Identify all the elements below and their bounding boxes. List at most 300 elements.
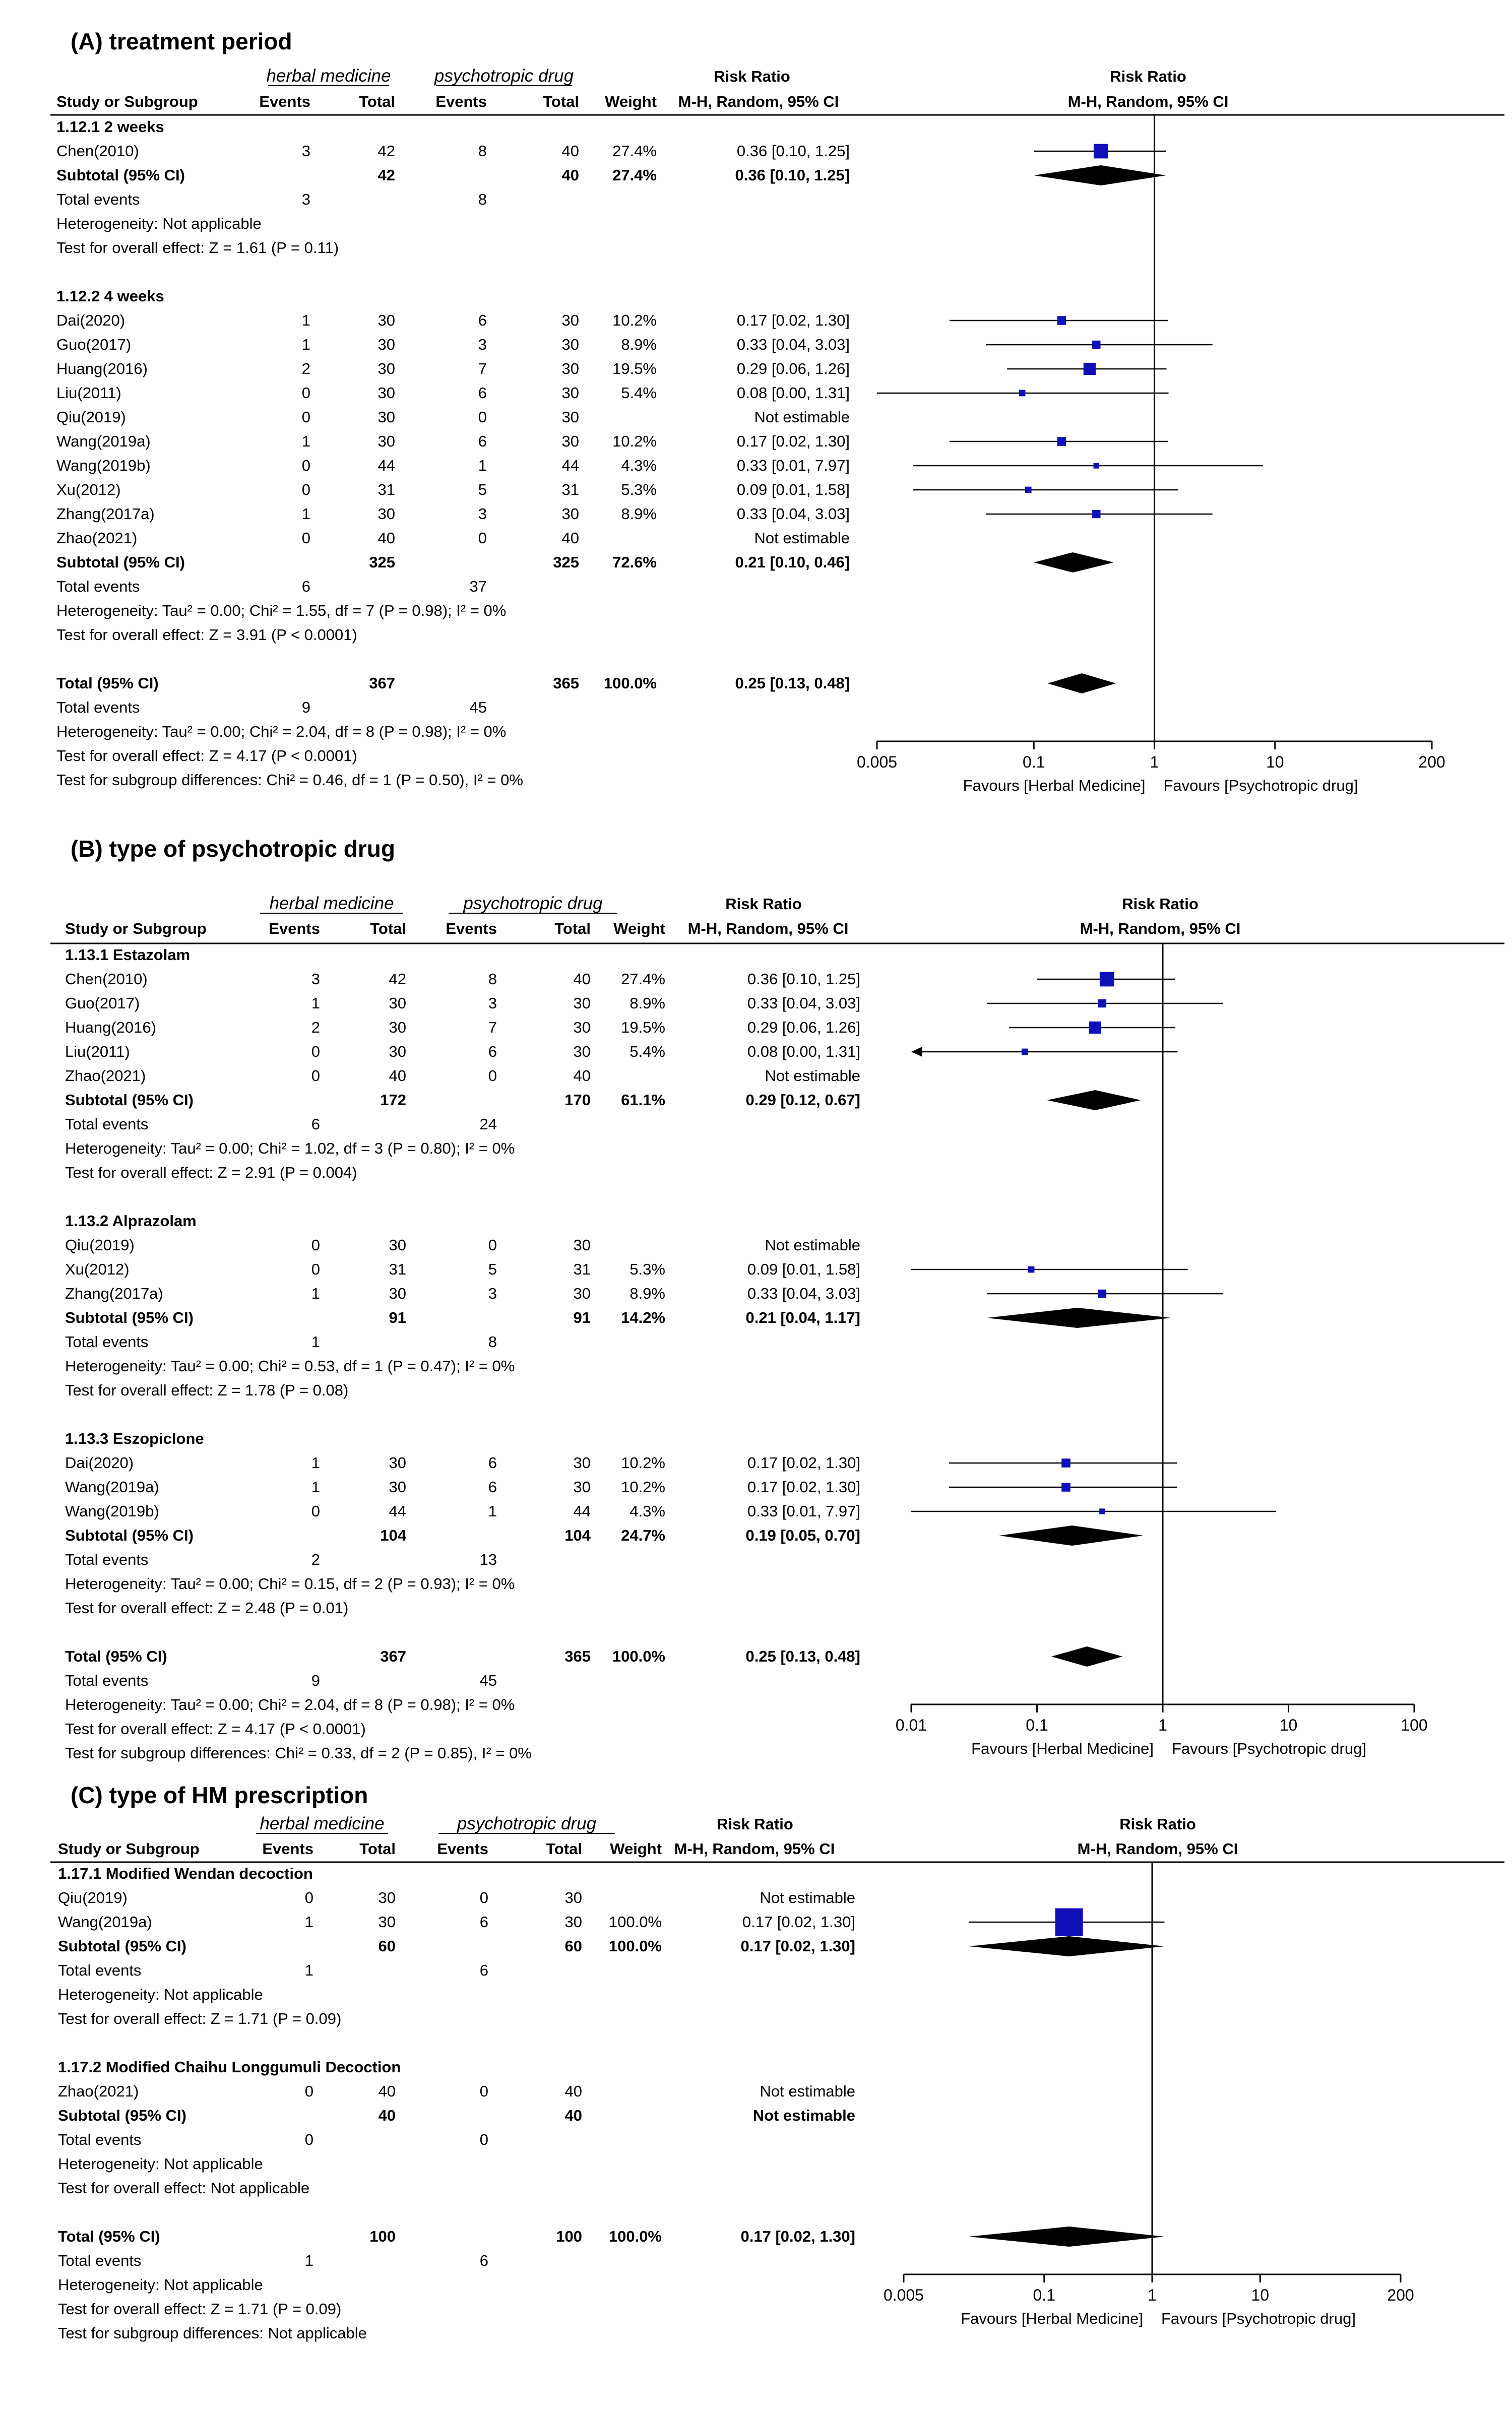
subtotal-total1: 104	[380, 1527, 406, 1544]
stat-text: Heterogeneity: Not applicable	[56, 215, 262, 232]
stat-text: Test for overall effect: Z = 1.71 (P = 0.09)	[58, 2300, 342, 2318]
study-name: Qiu(2019)	[65, 1236, 135, 1254]
stat-text: Test for subgroup differences: Chi² = 0.33, df = 2 (P = 0.85), I² = 0%	[65, 1744, 532, 1762]
x-tick-label: 100	[1401, 1716, 1428, 1734]
favours-left-label: Favours [Herbal Medicine]	[961, 2310, 1143, 2327]
total1-value: 44	[389, 1502, 406, 1520]
study-name: Wang(2019b)	[56, 457, 151, 474]
total-events2: 45	[479, 1672, 497, 1689]
subtotal-weight: 100.0%	[603, 674, 657, 692]
rr-ci-value: 0.08 [0.00, 1.31]	[747, 1043, 860, 1060]
subtotal-total1: 172	[380, 1091, 406, 1109]
rr-ci-value: 0.36 [0.10, 1.25]	[736, 142, 850, 160]
subtotal-total2: 365	[564, 1647, 591, 1665]
study-name: Wang(2019b)	[65, 1502, 159, 1520]
subtotal-weight: 61.1%	[621, 1091, 665, 1109]
total-events1: 1	[304, 1961, 313, 1979]
stat-text: Test for overall effect: Z = 1.78 (P = 0.08)	[65, 1381, 349, 1399]
events2-value: 1	[478, 457, 487, 474]
events2-value: 3	[478, 505, 487, 523]
events2-value: 0	[478, 529, 487, 547]
events2-value: 8	[488, 970, 497, 988]
subtotal-weight: 24.7%	[621, 1527, 665, 1544]
events1-header: Events	[259, 93, 310, 110]
events1-value: 0	[304, 1889, 313, 1906]
weight-value: 10.2%	[621, 1454, 665, 1472]
weight-header: Weight	[610, 1840, 662, 1858]
total-events2: 8	[488, 1333, 497, 1351]
total-events-label: Total events	[65, 1115, 149, 1133]
subtotal-total2: 365	[553, 674, 579, 692]
events2-value: 5	[488, 1260, 497, 1278]
total-events1: 6	[301, 578, 310, 595]
plot-column-title: Risk Ratio	[1119, 1815, 1196, 1833]
rr-ci-value: 0.29 [0.06, 1.26]	[736, 360, 850, 377]
study-square	[1098, 999, 1106, 1007]
stat-text: Heterogeneity: Tau² = 0.00; Chi² = 1.02, df = 3 (P = 0.80); I² = 0%	[65, 1139, 515, 1157]
study-square	[1028, 1266, 1035, 1273]
subgroup-header: 1.17.2 Modified Chaihu Longgumuli Decoction	[58, 2058, 401, 2076]
total2-value: 30	[561, 432, 579, 450]
stat-text: Test for overall effect: Z = 1.61 (P = 0.11)	[56, 239, 339, 257]
total-events2: 24	[479, 1115, 497, 1133]
stat-text: Heterogeneity: Not applicable	[58, 2155, 263, 2173]
rr-method-header: M-H, Random, 95% CI	[687, 920, 849, 937]
total2-value: 44	[573, 1502, 591, 1520]
total1-value: 42	[377, 142, 395, 160]
total2-value: 30	[561, 311, 579, 329]
total-events1: 3	[301, 190, 310, 208]
study-name: Guo(2017)	[56, 336, 132, 353]
events2-value: 0	[479, 1889, 488, 1906]
events2-value: 7	[478, 360, 487, 377]
subtotal-name: Subtotal (95% CI)	[56, 166, 185, 184]
subtotal-weight: 14.2%	[621, 1309, 665, 1326]
study-name: Chen(2010)	[56, 142, 139, 160]
total1-header: Total	[370, 920, 406, 937]
rr-ci-value: Not estimable	[754, 529, 850, 547]
subtotal-rr-ci: 0.17 [0.02, 1.30]	[740, 2228, 855, 2245]
subtotal-total1: 367	[369, 674, 395, 692]
x-tick-label: 10	[1279, 1716, 1298, 1734]
study-name: Wang(2019a)	[56, 432, 151, 450]
weight-header: Weight	[613, 920, 665, 937]
weight-value: 5.4%	[621, 384, 657, 402]
events2-value: 1	[488, 1502, 497, 1520]
total2-value: 30	[573, 1454, 591, 1472]
total2-value: 31	[561, 481, 579, 498]
weight-value: 4.3%	[621, 457, 657, 474]
weight-value: 5.3%	[621, 481, 657, 498]
subtotal-weight: 72.6%	[612, 553, 657, 571]
study-square	[1099, 1508, 1105, 1514]
total1-value: 42	[389, 970, 406, 988]
pooled-diamond	[1048, 673, 1116, 693]
events2-value: 7	[488, 1019, 497, 1036]
rr-column-title: Risk Ratio	[714, 68, 790, 85]
total2-value: 30	[561, 336, 579, 353]
total1-value: 30	[377, 505, 395, 523]
subtotal-total1: 42	[377, 166, 395, 184]
subtotal-total1: 367	[380, 1647, 406, 1665]
weight-value: 19.5%	[621, 1019, 665, 1036]
events1-value: 1	[301, 432, 310, 450]
total1-value: 30	[389, 1454, 406, 1472]
rr-ci-value: 0.29 [0.06, 1.26]	[747, 1019, 860, 1036]
weight-value: 8.9%	[621, 336, 657, 353]
favours-left-label: Favours [Herbal Medicine]	[971, 1740, 1154, 1757]
subtotal-rr-ci: 0.19 [0.05, 0.70]	[745, 1527, 860, 1544]
total1-value: 30	[389, 994, 406, 1012]
total-events-label: Total events	[56, 698, 140, 716]
events1-value: 0	[311, 1043, 320, 1060]
study-square	[1092, 510, 1100, 518]
total2-header: Total	[546, 1840, 582, 1858]
total1-value: 30	[377, 360, 395, 377]
stat-text: Test for subgroup differences: Chi² = 0.46, df = 1 (P = 0.50), I² = 0%	[56, 771, 523, 789]
group2-header: psychotropic drug	[457, 1814, 597, 1833]
stat-text: Heterogeneity: Not applicable	[58, 1986, 263, 2003]
plot-method-header: M-H, Random, 95% CI	[1067, 93, 1229, 110]
rr-ci-value: 0.17 [0.02, 1.30]	[742, 1913, 855, 1931]
pooled-diamond	[999, 1526, 1143, 1546]
events1-value: 2	[311, 1019, 320, 1036]
subtotal-name: Total (95% CI)	[65, 1647, 167, 1665]
events1-value: 0	[301, 529, 310, 547]
total2-header: Total	[543, 93, 579, 110]
weight-value: 27.4%	[612, 142, 657, 160]
x-tick-label: 0.1	[1023, 753, 1045, 771]
subtotal-name: Subtotal (95% CI)	[58, 1937, 186, 1955]
rr-ci-value: 0.17 [0.02, 1.30]	[736, 311, 850, 329]
stat-text: Test for overall effect: Z = 1.71 (P = 0.09)	[58, 2010, 342, 2027]
events2-value: 3	[488, 994, 497, 1012]
total-events2: 45	[469, 698, 487, 716]
subgroup-header: 1.13.2 Alprazolam	[65, 1212, 197, 1230]
events1-value: 1	[311, 1454, 320, 1472]
study-square	[1092, 341, 1100, 349]
subtotal-weight: 27.4%	[612, 166, 657, 184]
subgroup-header: 1.13.3 Eszopiclone	[65, 1430, 204, 1447]
forest-panel-a	[50, 28, 1504, 794]
total-events1: 6	[311, 1115, 320, 1133]
events1-header: Events	[269, 920, 320, 937]
subgroup-header: 1.13.1 Estazolam	[65, 946, 191, 964]
subtotal-rr-ci: 0.17 [0.02, 1.30]	[740, 1937, 855, 1955]
subtotal-rr-ci: Not estimable	[752, 2107, 855, 2124]
total1-value: 30	[377, 384, 395, 402]
total1-value: 44	[377, 457, 395, 474]
stat-text: Test for overall effect: Z = 2.48 (P = 0.01)	[65, 1599, 349, 1617]
events1-value: 0	[311, 1260, 320, 1278]
events1-value: 0	[301, 408, 310, 426]
total1-value: 30	[377, 408, 395, 426]
rr-method-header: M-H, Random, 95% CI	[678, 93, 839, 110]
study-name: Xu(2012)	[65, 1260, 130, 1278]
total2-value: 30	[573, 1019, 591, 1036]
study-name: Zhang(2017a)	[56, 505, 155, 523]
total-events-label: Total events	[56, 578, 140, 595]
plot-column-title: Risk Ratio	[1122, 895, 1199, 913]
study-name: Zhao(2021)	[58, 2082, 139, 2100]
weight-value: 5.3%	[629, 1260, 665, 1278]
group1-header: herbal medicine	[260, 1814, 385, 1833]
subtotal-name: Subtotal (95% CI)	[65, 1091, 194, 1109]
total1-header: Total	[359, 1840, 396, 1858]
study-square	[1057, 437, 1066, 446]
events2-value: 6	[488, 1478, 497, 1496]
subtotal-name: Subtotal (95% CI)	[58, 2107, 186, 2124]
rr-ci-value: 0.17 [0.02, 1.30]	[736, 432, 850, 450]
rr-ci-value: 0.09 [0.01, 1.58]	[736, 481, 850, 498]
subtotal-total2: 91	[573, 1309, 591, 1326]
events1-value: 1	[311, 1285, 320, 1302]
rr-ci-value: 0.17 [0.02, 1.30]	[747, 1454, 860, 1472]
study-name: Qiu(2019)	[58, 1889, 128, 1906]
x-tick-label: 1	[1158, 1716, 1167, 1734]
weight-header: Weight	[605, 93, 657, 110]
rr-ci-value: 0.33 [0.04, 3.03]	[747, 994, 860, 1012]
study-name: Huang(2016)	[65, 1019, 156, 1036]
events2-value: 0	[478, 408, 487, 426]
study-square	[1084, 363, 1096, 375]
total2-value: 31	[573, 1260, 591, 1278]
study-square	[1022, 1049, 1028, 1055]
rr-ci-value: Not estimable	[765, 1067, 860, 1085]
study-square	[1055, 1909, 1083, 1936]
study-name: Chen(2010)	[65, 970, 148, 988]
total-events-label: Total events	[65, 1672, 149, 1689]
study-square	[1061, 1458, 1070, 1468]
events1-value: 1	[301, 311, 310, 329]
group2-header: psychotropic drug	[434, 66, 574, 86]
total1-value: 30	[378, 1889, 396, 1906]
subtotal-name: Subtotal (95% CI)	[65, 1527, 194, 1544]
subtotal-name: Total (95% CI)	[56, 674, 159, 692]
pooled-diamond	[1047, 1090, 1141, 1110]
group2-header: psychotropic drug	[463, 894, 603, 913]
weight-value: 8.9%	[621, 505, 657, 523]
stat-text: Heterogeneity: Tau² = 0.00; Chi² = 2.04, df = 8 (P = 0.98); I² = 0%	[65, 1696, 515, 1713]
rr-ci-value: 0.33 [0.04, 3.03]	[736, 336, 850, 353]
panel-title: (B) type of psychotropic drug	[71, 836, 395, 862]
study-square	[1094, 463, 1099, 468]
total-events2: 37	[469, 578, 487, 595]
subtotal-total2: 40	[564, 2107, 582, 2124]
x-tick-label: 10	[1266, 753, 1284, 771]
total1-value: 31	[389, 1260, 406, 1278]
rr-method-header: M-H, Random, 95% CI	[674, 1840, 835, 1858]
forest-panel-b	[50, 836, 1504, 1762]
weight-value: 10.2%	[612, 432, 657, 450]
subtotal-name: Subtotal (95% CI)	[56, 553, 185, 571]
forest-panel-c	[50, 1782, 1504, 2342]
subgroup-header: 1.12.2 4 weeks	[56, 287, 164, 305]
total2-value: 30	[561, 505, 579, 523]
favours-right-label: Favours [Psychotropic drug]	[1163, 777, 1358, 794]
events1-value: 0	[311, 1236, 320, 1254]
weight-value: 19.5%	[612, 360, 657, 377]
study-name: Liu(2011)	[65, 1043, 130, 1060]
plot-method-header: M-H, Random, 95% CI	[1080, 920, 1241, 937]
pooled-diamond	[969, 2227, 1164, 2247]
rr-ci-value: Not estimable	[760, 2082, 855, 2100]
total2-value: 30	[573, 1236, 591, 1254]
panel-title: (A) treatment period	[71, 28, 292, 54]
study-square	[1098, 1290, 1106, 1298]
stat-text: Test for overall effect: Z = 4.17 (P < 0.0001)	[56, 747, 357, 765]
total1-value: 30	[377, 336, 395, 353]
study-column-header: Study or Subgroup	[58, 1840, 200, 1858]
subtotal-weight: 100.0%	[608, 1937, 662, 1955]
subtotal-total2: 40	[561, 166, 579, 184]
rr-column-title: Risk Ratio	[717, 1815, 793, 1833]
events1-value: 1	[304, 1913, 313, 1931]
stat-text: Heterogeneity: Tau² = 0.00; Chi² = 1.55, df = 7 (P = 0.98); I² = 0%	[56, 602, 507, 619]
rr-ci-value: Not estimable	[754, 408, 850, 426]
total1-value: 31	[377, 481, 395, 498]
x-tick-label: 0.005	[856, 753, 898, 771]
events1-value: 2	[301, 360, 310, 377]
study-square	[1100, 972, 1114, 987]
study-name: Wang(2019a)	[58, 1913, 152, 1931]
total-events2: 8	[478, 190, 487, 208]
total1-value: 40	[378, 2082, 396, 2100]
stat-text: Heterogeneity: Tau² = 0.00; Chi² = 0.15, df = 2 (P = 0.93); I² = 0%	[65, 1575, 515, 1593]
events1-value: 0	[301, 457, 310, 474]
total-events2: 13	[479, 1551, 497, 1568]
rr-ci-value: Not estimable	[760, 1889, 855, 1906]
x-tick-label: 10	[1251, 2286, 1270, 2304]
total2-value: 40	[573, 970, 591, 988]
events1-value: 0	[301, 481, 310, 498]
total2-value: 40	[573, 1067, 591, 1085]
study-square	[1019, 390, 1026, 397]
total-events-label: Total events	[58, 2252, 142, 2269]
stat-text: Test for overall effect: Z = 4.17 (P < 0.0001)	[65, 1720, 366, 1738]
x-tick-label: 200	[1387, 2286, 1414, 2304]
rr-ci-value: 0.17 [0.02, 1.30]	[747, 1478, 860, 1496]
stat-text: Heterogeneity: Not applicable	[58, 2276, 263, 2294]
study-name: Xu(2012)	[56, 481, 121, 498]
subtotal-name: Subtotal (95% CI)	[65, 1309, 194, 1326]
total1-value: 30	[389, 1019, 406, 1036]
total-events1: 1	[304, 2252, 313, 2269]
rr-ci-value: 0.33 [0.01, 7.97]	[747, 1502, 860, 1520]
favours-right-label: Favours [Psychotropic drug]	[1172, 1740, 1366, 1757]
total2-value: 40	[564, 2082, 582, 2100]
total-events-label: Total events	[65, 1551, 149, 1568]
rr-column-title: Risk Ratio	[725, 895, 802, 913]
subtotal-total1: 100	[369, 2228, 396, 2245]
study-name: Dai(2020)	[56, 311, 125, 329]
total-events1: 0	[304, 2131, 313, 2148]
events2-value: 6	[488, 1043, 497, 1060]
total1-value: 30	[389, 1285, 406, 1302]
events2-value: 8	[478, 142, 487, 160]
pooled-diamond	[1034, 552, 1114, 573]
events1-value: 0	[311, 1067, 320, 1085]
events1-value: 0	[301, 384, 310, 402]
favours-left-label: Favours [Herbal Medicine]	[963, 777, 1146, 794]
events2-value: 3	[488, 1285, 497, 1302]
total-events2: 6	[479, 2252, 488, 2269]
subtotal-rr-ci: 0.21 [0.04, 1.17]	[745, 1309, 860, 1326]
total2-value: 30	[561, 360, 579, 377]
events2-header: Events	[435, 93, 487, 110]
x-tick-label: 1	[1150, 753, 1159, 771]
events2-header: Events	[437, 1840, 488, 1858]
total1-header: Total	[359, 93, 395, 110]
events1-value: 1	[311, 1478, 320, 1496]
subtotal-rr-ci: 0.21 [0.10, 0.46]	[735, 553, 850, 571]
study-name: Qiu(2019)	[56, 408, 126, 426]
total1-value: 30	[377, 311, 395, 329]
rr-ci-value: 0.33 [0.01, 7.97]	[736, 457, 850, 474]
events2-value: 0	[488, 1067, 497, 1085]
stat-text: Heterogeneity: Tau² = 0.00; Chi² = 2.04, df = 8 (P = 0.98); I² = 0%	[56, 723, 507, 740]
study-name: Zhao(2021)	[56, 529, 138, 547]
events2-value: 0	[479, 2082, 488, 2100]
rr-ci-value: 0.33 [0.04, 3.03]	[747, 1285, 860, 1302]
group1-header: herbal medicine	[266, 66, 391, 86]
pooled-diamond	[1034, 165, 1166, 185]
stat-text: Test for subgroup differences: Not applicable	[58, 2324, 367, 2342]
study-name: Guo(2017)	[65, 994, 140, 1012]
subgroup-header: 1.17.1 Modified Wendan decoction	[58, 1865, 313, 1882]
subtotal-weight: 100.0%	[608, 2228, 662, 2245]
stat-text: Heterogeneity: Tau² = 0.00; Chi² = 0.53, df = 1 (P = 0.47); I² = 0%	[65, 1357, 515, 1375]
events1-value: 0	[311, 1502, 320, 1520]
rr-ci-value: Not estimable	[765, 1236, 860, 1254]
panel-title: (C) type of HM prescription	[71, 1782, 368, 1808]
favours-right-label: Favours [Psychotropic drug]	[1161, 2310, 1356, 2327]
subtotal-weight: 100.0%	[612, 1647, 665, 1665]
events2-value: 5	[478, 481, 487, 498]
events2-value: 6	[478, 384, 487, 402]
events2-value: 6	[478, 311, 487, 329]
rr-ci-value: 0.36 [0.10, 1.25]	[747, 970, 860, 988]
study-square	[1094, 144, 1108, 159]
subtotal-rr-ci: 0.25 [0.13, 0.48]	[735, 674, 850, 692]
total2-value: 30	[573, 1043, 591, 1060]
plot-column-title: Risk Ratio	[1110, 68, 1186, 85]
total2-value: 30	[573, 994, 591, 1012]
subtotal-rr-ci: 0.36 [0.10, 1.25]	[735, 166, 850, 184]
weight-value: 100.0%	[608, 1913, 662, 1931]
rr-ci-value: 0.08 [0.00, 1.31]	[736, 384, 850, 402]
subtotal-total2: 325	[553, 553, 579, 571]
study-square	[1089, 1022, 1101, 1034]
study-name: Wang(2019a)	[65, 1478, 159, 1496]
total1-value: 30	[389, 1043, 406, 1060]
study-name: Zhao(2021)	[65, 1067, 146, 1085]
total2-value: 30	[573, 1285, 591, 1302]
x-tick-label: 0.1	[1033, 2286, 1055, 2304]
events1-value: 1	[301, 336, 310, 353]
study-square	[1057, 316, 1066, 325]
total-events-label: Total events	[58, 1961, 142, 1979]
subtotal-rr-ci: 0.25 [0.13, 0.48]	[745, 1647, 860, 1665]
ci-arrow	[911, 1047, 922, 1057]
x-tick-label: 0.01	[895, 1716, 927, 1734]
pooled-diamond	[969, 1936, 1164, 1956]
total-events-label: Total events	[58, 2131, 142, 2148]
stat-text: Test for overall effect: Z = 2.91 (P = 0.004)	[65, 1164, 357, 1181]
study-column-header: Study or Subgroup	[65, 920, 207, 937]
stat-text: Test for overall effect: Not applicable	[58, 2179, 310, 2197]
total2-value: 30	[573, 1478, 591, 1496]
